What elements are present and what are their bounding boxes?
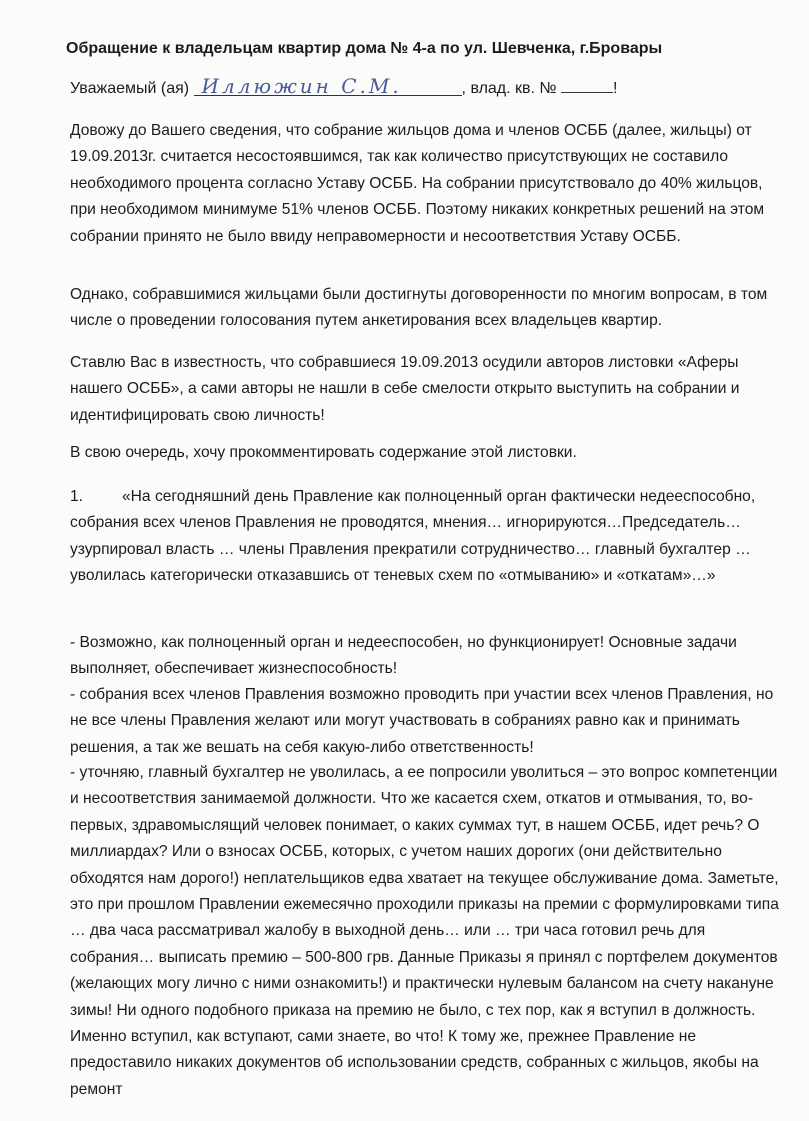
greeting-suffix: , влад. кв. № [461,80,557,97]
response-board-meetings: - собрания всех членов Правления возможно проводить при участии всех членов Правления, но не все члены Правления желают или могут участвовать в собраниях равно как и принимать решения, а так же вешать на себя какую-либо ответственность! [70,686,774,756]
apartment-number-blank [561,78,613,93]
document-title: Обращение к владельцам квартир дома № 4-а по ул. Шевченка, г.Бровары [66,40,663,57]
paragraph-comment-intro: В свою очередь, хочу прокомментировать содержание этой листовки. [70,444,577,461]
greeting-end: ! [613,80,618,97]
paragraph-leaflet-authors: Ставлю Вас в известность, что собравшиеся 19.09.2013 осудили авторов листовки «Аферы нашего ОСББ», а сами авторы не нашли в себе смелости открыто выступить на собрании и идентифицировать свою личность! [70,354,740,424]
numbered-item-1 [70,484,790,590]
paragraph-agreements: Однако, собравшимися жильцами были достигнуты договоренности по многим вопросам, в том числе о проведении голосования путем анкетирования всех владельцев квартир. [70,286,768,330]
item-number: 1. [70,488,84,505]
greeting-prefix: Уважаемый (ая) [70,80,190,97]
handwritten-name: Иллюжин С.М. [194,77,462,96]
response-accountant: - уточняю, главный бухгалтер не уволилась, а ее попросили уволиться – это вопрос компетенции и несоответствия занимаемой должности. Что же касается схем, откатов и отмывания, то, во-первых, здравомыслящий человек понимает, о каких суммах тут, в нашем ОСББ, идет речь? О миллиардах? Или о взносах ОСББ, которых, с учетом наших дорогих (они действительно обходятся нам дорого!) неплательщиков едва хватает на текущее обслуживание дома. Заметьте, это при прошлом Правлении ежемесячно проходили приказы на премии с формулировками типа … два часа рассматривал жалобу в выходной день… или … три часа готовил речь для собрания… выписать премию – 500-800 грв. Данные Приказы я принял с портфелем документов (желающих могу лично с ними ознакомить!) и практически нулевым балансом на счету накануне зимы! Ни одного подобного приказа на премию не было, с тех пор, как я вступил в должность. Именно вступил, как вступают, сами знаете, во что! К тому же, прежнее Правление не предоставило никаких документов об использовании средств, собранных с жильцов, якобы на ремонт [70,764,779,1098]
item-quote: «На сегодняшний день Правление как полноценный орган фактически недееспособно, собрания всех членов Правления не проводятся, мнения… игнорируются…Председатель… узурпировал власть … члены Правления прекратили сотрудничество… главный бухгалтер …уволилась категорически отказавшись от теневых схем по «отмыванию» и «откатам»…» [70,488,756,585]
greeting-line [70,74,790,98]
paragraph-meeting-invalid: Довожу до Вашего сведения, что собрание жильцов дома и членов ОСББ (далее, жильцы) от 19.09.2013г. считается несостоявшимся, так как количество присутствующих не составило необходимого процента согласно Уставу ОСББ. На собрании присутствовало до 40% жильцов, при необходимом минимуме 51% членов ОСББ. Поэтому никаких конкретных решений на этом собрании принято не было ввиду неправомерности и несоответствия Уставу ОСББ. [70,122,765,245]
response-functions: - Возможно, как полноценный орган и недееспособен, но функционирует! Основные задачи выполняет, обеспечивает жизнеспособность! [70,634,737,678]
